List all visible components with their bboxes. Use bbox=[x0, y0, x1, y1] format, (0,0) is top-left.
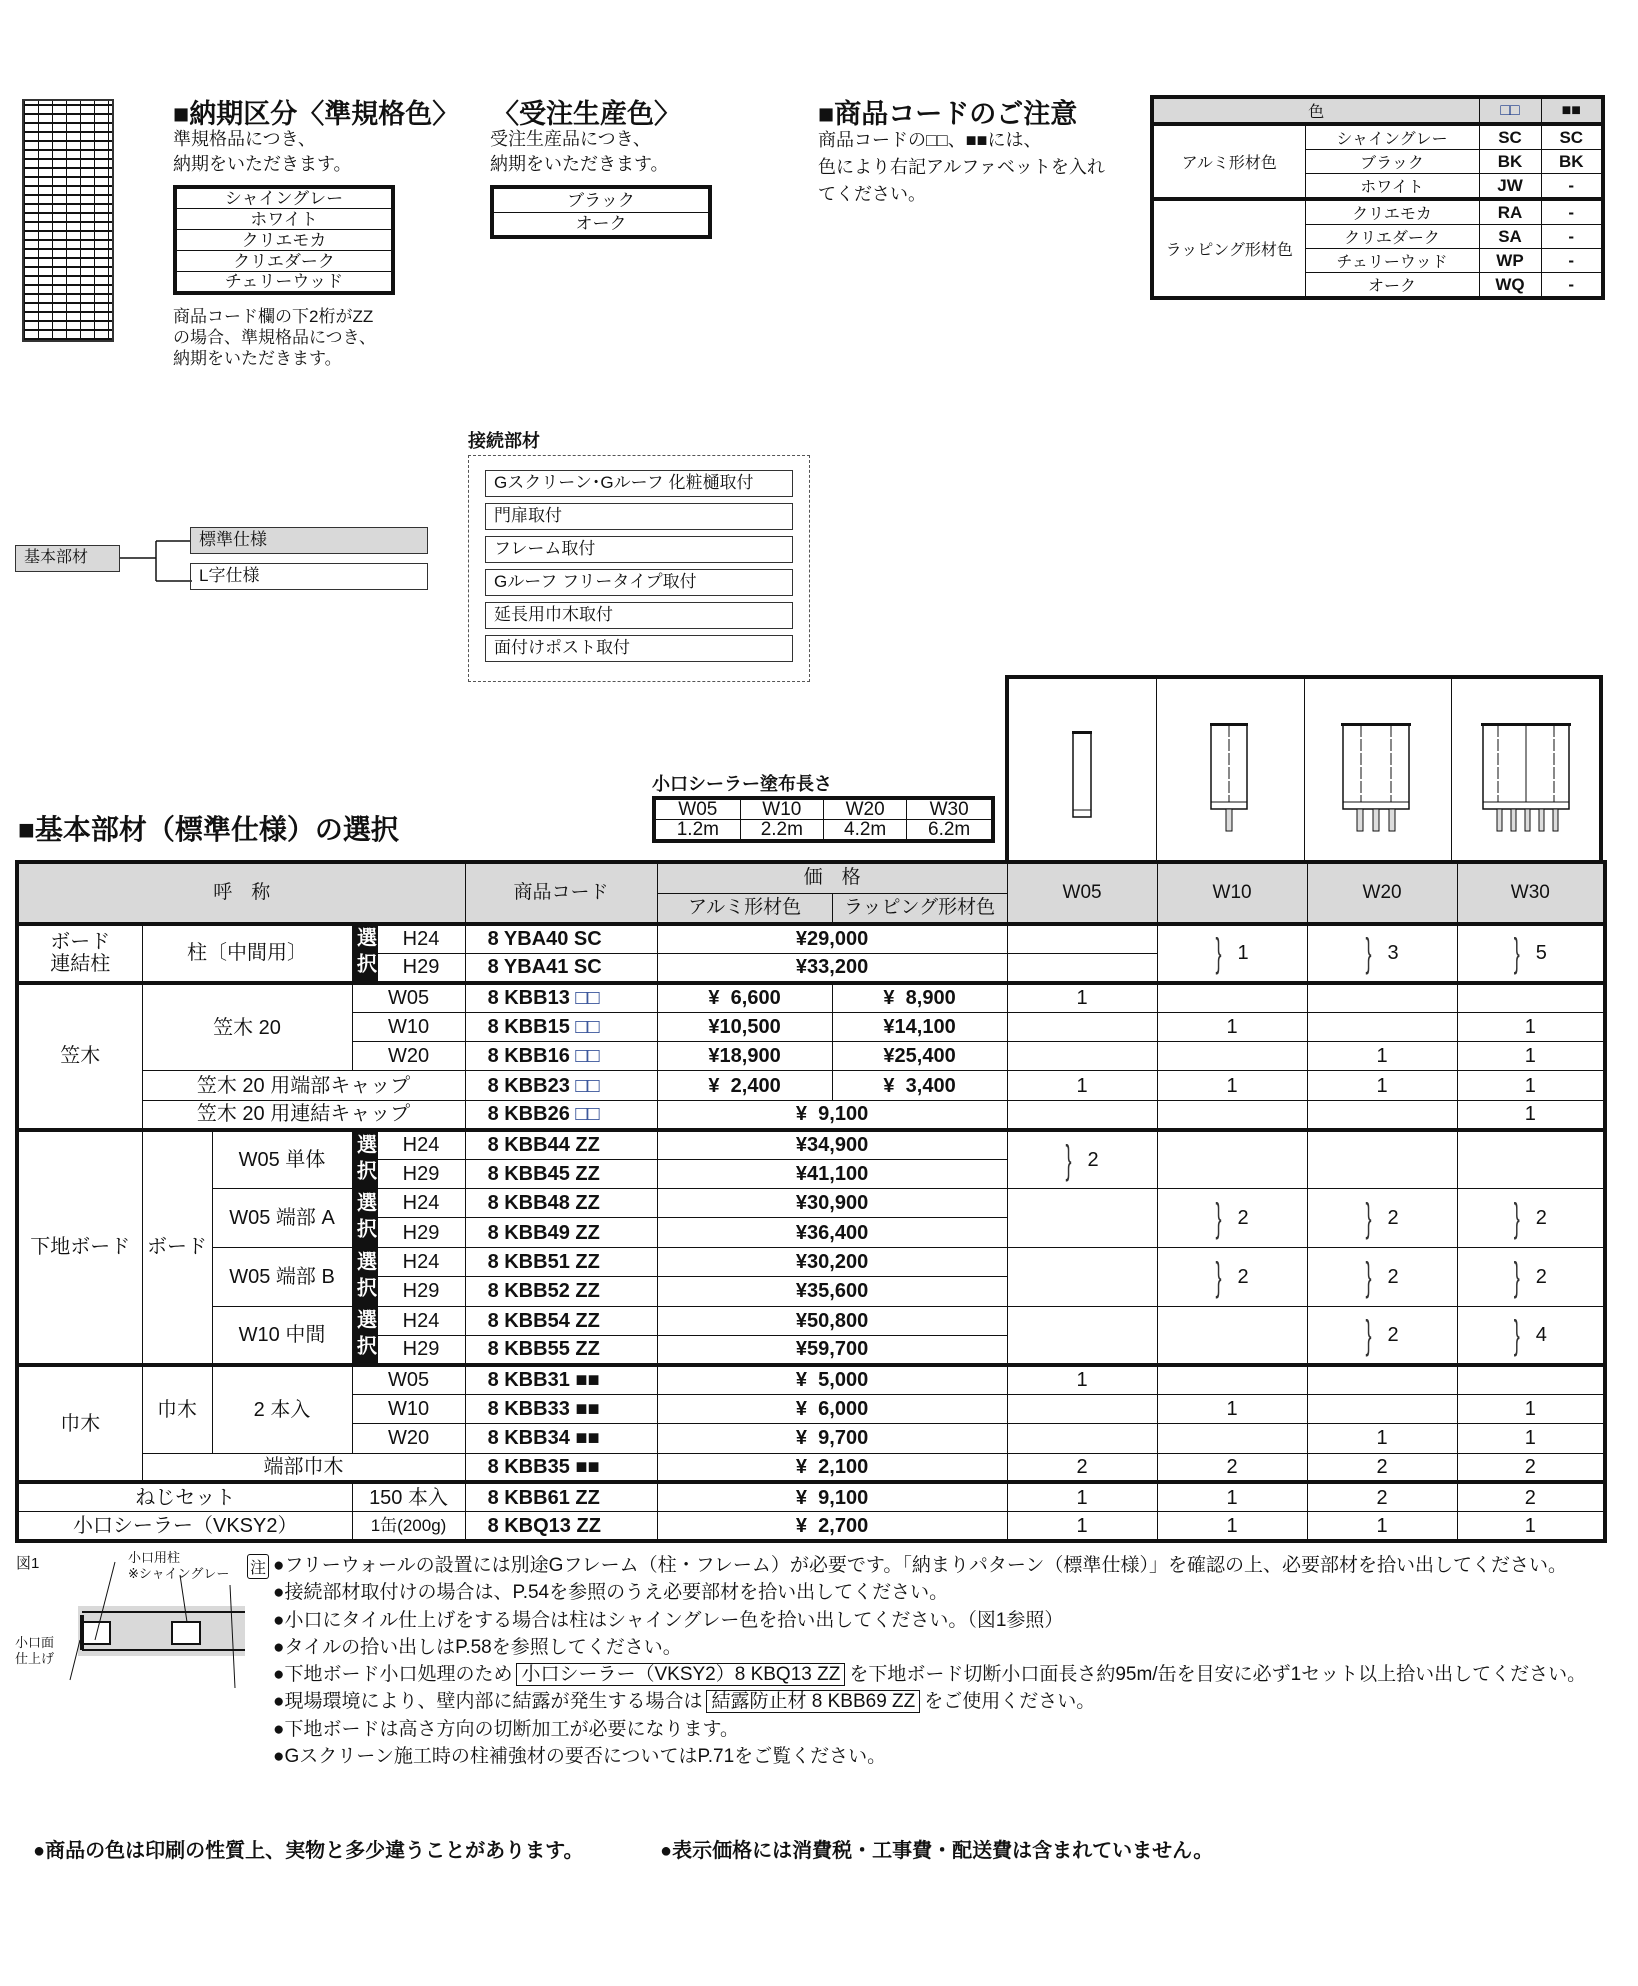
wall-w30-icon bbox=[1452, 679, 1599, 864]
count: } 2 bbox=[1307, 1306, 1457, 1365]
color-name: クリエモカ bbox=[1305, 199, 1479, 225]
count: } 4 bbox=[1457, 1306, 1605, 1365]
tree-connector-icon bbox=[120, 538, 192, 584]
sealer-label: 小口シーラー塗布長さ bbox=[652, 774, 832, 794]
table-row bbox=[17, 1365, 1605, 1394]
price: ¥29,000 bbox=[657, 924, 1007, 953]
product-code: 8 KBB34 ■■ bbox=[465, 1424, 657, 1453]
std-color-table bbox=[173, 185, 395, 295]
product-code: 8 KBB48 ZZ bbox=[465, 1189, 657, 1218]
color-code: JW bbox=[1479, 174, 1541, 200]
sealer-width: W20 bbox=[823, 798, 906, 820]
connection-item[interactable]: 延長用巾木取付 bbox=[485, 602, 793, 629]
code-note-text: 商品コードの□□、■■には、 色により右記アルファベットを入れ てください。 bbox=[818, 130, 1105, 204]
price: ¥ 9,100 bbox=[657, 1482, 1007, 1511]
width: W10 bbox=[352, 1012, 465, 1041]
height: H24 bbox=[377, 1247, 465, 1276]
quantity: 150 本入 bbox=[352, 1482, 465, 1511]
item-name: 笠木 20 bbox=[142, 983, 352, 1071]
count bbox=[1007, 953, 1157, 982]
order-color-table bbox=[490, 185, 712, 239]
count bbox=[1457, 1130, 1605, 1189]
brace-icon: } bbox=[1215, 1254, 1222, 1299]
count bbox=[1007, 924, 1157, 953]
connection-item[interactable]: Gスクリーン･Gルーフ 化粧樋取付 bbox=[485, 470, 793, 497]
tree-l-spec[interactable]: L字仕様 bbox=[190, 563, 428, 590]
count: 1 bbox=[1307, 1424, 1457, 1453]
table-row bbox=[17, 1071, 1605, 1100]
anti-condensation-code-box: 結露防止材 8 KBB69 ZZ bbox=[706, 1690, 920, 1713]
brick-wall-illustration bbox=[22, 99, 114, 342]
price-alu: ¥ 6,600 bbox=[657, 983, 832, 1012]
count: } 2 bbox=[1007, 1130, 1157, 1189]
count bbox=[1157, 1365, 1307, 1394]
count bbox=[1007, 1100, 1157, 1129]
count bbox=[1157, 1130, 1307, 1189]
height: H29 bbox=[377, 953, 465, 982]
count: 1 bbox=[1007, 983, 1157, 1012]
count: 1 bbox=[1007, 1071, 1157, 1100]
product-code: 8 YBA41 SC bbox=[465, 953, 657, 982]
width: W10 bbox=[352, 1394, 465, 1423]
sealer-width: W05 bbox=[654, 798, 740, 820]
color-code: WP bbox=[1479, 249, 1541, 273]
count bbox=[1307, 983, 1457, 1012]
std-text: 準規格品につき、 納期をいただきます。 bbox=[173, 129, 352, 174]
order-color: ブラック bbox=[492, 187, 710, 212]
item-name: W05 単体 bbox=[212, 1130, 352, 1189]
price: ¥30,900 bbox=[657, 1189, 1007, 1218]
count: 1 bbox=[1007, 1365, 1157, 1394]
product-code: 8 KBB45 ZZ bbox=[465, 1159, 657, 1188]
count bbox=[1307, 1100, 1457, 1129]
note: ●下地ボード小口処理のため 小口シーラー（VKSY2）8 KBQ13 ZZ を下地ボード切断小口面長さ約95m/缶を目安に必ず1セット以上拾い出してください。 bbox=[273, 1664, 1587, 1686]
item-name: 柱〔中間用〕 bbox=[142, 924, 352, 983]
brace-icon: } bbox=[1065, 1137, 1072, 1182]
tree-root-basic-parts: 基本部材 bbox=[15, 545, 120, 572]
count: 1 bbox=[1157, 1512, 1307, 1541]
color-name: オーク bbox=[1305, 273, 1479, 299]
color-code: SA bbox=[1479, 225, 1541, 249]
product-code: 8 KBB35 ■■ bbox=[465, 1453, 657, 1482]
order-text: 受注生産品につき、 納期をいただきます。 bbox=[490, 129, 669, 174]
order-color: オーク bbox=[492, 212, 710, 237]
sealer-code-box: 小口シーラー（VKSY2）8 KBQ13 ZZ bbox=[516, 1663, 845, 1686]
color-code: WQ bbox=[1479, 273, 1541, 299]
count: 1 bbox=[1457, 1100, 1605, 1129]
width: W20 bbox=[352, 1042, 465, 1071]
color-code: BK bbox=[1479, 150, 1541, 174]
width: W20 bbox=[352, 1424, 465, 1453]
item-name: 笠木 20 用連結キャップ bbox=[142, 1100, 465, 1129]
product-code: 8 KBB49 ZZ bbox=[465, 1218, 657, 1247]
item-name: W05 端部 B bbox=[212, 1247, 352, 1306]
code-note-title: ■商品コードのご注意 bbox=[818, 99, 1078, 129]
header-w30: W30 bbox=[1457, 862, 1605, 924]
select-badge: 選択 bbox=[352, 1130, 377, 1189]
brace-icon: } bbox=[1215, 1195, 1222, 1240]
count bbox=[1457, 983, 1605, 1012]
count bbox=[1007, 1424, 1157, 1453]
brace-icon: } bbox=[1365, 931, 1372, 976]
count bbox=[1157, 983, 1307, 1012]
group-habaki: 巾木 bbox=[17, 1365, 142, 1483]
count bbox=[1307, 1012, 1457, 1041]
count: 1 bbox=[1457, 1071, 1605, 1100]
table-row bbox=[17, 1189, 1605, 1218]
order-title: 〈受注生産色〉 bbox=[492, 99, 681, 129]
count: 2 bbox=[1307, 1482, 1457, 1511]
header-w20: W20 bbox=[1307, 862, 1457, 924]
product-code: 8 KBB55 ZZ bbox=[465, 1335, 657, 1364]
product-code: 8 KBB51 ZZ bbox=[465, 1247, 657, 1276]
table-row bbox=[17, 924, 1605, 953]
table-row bbox=[17, 1453, 1605, 1482]
height: H29 bbox=[377, 1159, 465, 1188]
select-badge: 選択 bbox=[352, 1189, 377, 1248]
wall-w05-icon bbox=[1009, 679, 1157, 864]
sealer-width: W10 bbox=[740, 798, 823, 820]
connection-box bbox=[468, 455, 810, 682]
product-code: 8 KBB52 ZZ bbox=[465, 1277, 657, 1306]
product-code: 8 KBQ13 ZZ bbox=[465, 1512, 657, 1541]
count bbox=[1007, 1394, 1157, 1423]
item-name: 小口シーラー（VKSY2） bbox=[17, 1512, 352, 1541]
sealer-length: 1.2m bbox=[654, 820, 740, 842]
connection-label: 接続部材 bbox=[468, 431, 540, 451]
brace-icon: } bbox=[1365, 1254, 1372, 1299]
price: ¥ 9,700 bbox=[657, 1424, 1007, 1453]
count: 1 bbox=[1457, 1012, 1605, 1041]
count: } 2 bbox=[1307, 1189, 1457, 1248]
price: ¥ 5,000 bbox=[657, 1365, 1007, 1394]
header-wrap: ラッピング形材色 bbox=[832, 893, 1007, 924]
count bbox=[1157, 1042, 1307, 1071]
width: W05 bbox=[352, 1365, 465, 1394]
header-w05: W05 bbox=[1007, 862, 1157, 924]
count: 1 bbox=[1007, 1512, 1157, 1541]
product-code: 8 YBA40 SC bbox=[465, 924, 657, 953]
color-name: チェリーウッド bbox=[1305, 249, 1479, 273]
note: ●フリーウォールの設置には別途Gフレーム（柱・フレーム）が必要です。「納まりパターン（標準仕様）」を確認の上、必要部材を拾い出してください。 bbox=[273, 1555, 1567, 1576]
subgroup-habaki: 巾木 bbox=[142, 1365, 212, 1453]
note: ●下地ボードは高さ方向の切断加工が必要になります。 bbox=[273, 1718, 739, 1740]
count: 2 bbox=[1307, 1453, 1457, 1482]
table-row bbox=[17, 1100, 1605, 1129]
height: H24 bbox=[377, 1189, 465, 1218]
sealer-width: W30 bbox=[907, 798, 993, 820]
color-code: - bbox=[1541, 199, 1603, 225]
color-code: RA bbox=[1479, 199, 1541, 225]
quantity: 1缶(200g) bbox=[352, 1512, 465, 1541]
count: 1 bbox=[1157, 1071, 1307, 1100]
count: 1 bbox=[1157, 1012, 1307, 1041]
height: H29 bbox=[377, 1335, 465, 1364]
connection-item[interactable]: 門扉取付 bbox=[485, 503, 793, 530]
count: 1 bbox=[1457, 1394, 1605, 1423]
group-kasagi: 笠木 bbox=[17, 983, 142, 1130]
color-code: - bbox=[1541, 273, 1603, 299]
delivery-title: ■納期区分〈準規格色〉 bbox=[173, 99, 460, 129]
count: } 5 bbox=[1457, 924, 1605, 983]
price: ¥35,600 bbox=[657, 1277, 1007, 1306]
product-code: 8 KBB23 □□ bbox=[465, 1071, 657, 1100]
std-color: シャイングレー bbox=[175, 187, 393, 209]
color-code: BK bbox=[1541, 150, 1603, 174]
color-header: 色 bbox=[1152, 97, 1479, 124]
header-alu: アルミ形材色 bbox=[657, 893, 832, 924]
product-code: 8 KBB54 ZZ bbox=[465, 1306, 657, 1335]
product-code: 8 KBB13 □□ bbox=[465, 983, 657, 1012]
color-name: シャイングレー bbox=[1305, 124, 1479, 150]
item-name: W05 端部 A bbox=[212, 1189, 352, 1248]
count: 2 bbox=[1457, 1453, 1605, 1482]
wall-width-illustrations bbox=[1005, 675, 1603, 864]
price: ¥30,200 bbox=[657, 1247, 1007, 1276]
tree-standard-spec[interactable]: 標準仕様 bbox=[190, 527, 428, 554]
product-code: 8 KBB44 ZZ bbox=[465, 1130, 657, 1159]
item-name: 笠木 20 用端部キャップ bbox=[142, 1071, 465, 1100]
count: 1 bbox=[1457, 1042, 1605, 1071]
price-wrap: ¥ 8,900 bbox=[832, 983, 1007, 1012]
count bbox=[1307, 1130, 1457, 1189]
product-code: 8 KBB26 □□ bbox=[465, 1100, 657, 1129]
count: 2 bbox=[1157, 1453, 1307, 1482]
brace-icon: } bbox=[1513, 1254, 1520, 1299]
footer-color-note: ●商品の色は印刷の性質上、実物と多少違うことがあります。 bbox=[33, 1840, 584, 1862]
select-badge: 選択 bbox=[352, 1247, 377, 1306]
basic-parts-table bbox=[15, 860, 1607, 1543]
color-name: クリエダーク bbox=[1305, 225, 1479, 249]
table-row bbox=[17, 1512, 1605, 1541]
count bbox=[1007, 1042, 1157, 1071]
header-code: 商品コード bbox=[465, 862, 657, 924]
count bbox=[1007, 1247, 1157, 1306]
price: ¥59,700 bbox=[657, 1335, 1007, 1364]
note-mark-icon: 注 bbox=[247, 1554, 269, 1579]
item-name: W10 中間 bbox=[212, 1306, 352, 1365]
note: ●現場環境により、壁内部に結露が発生する場合は 結露防止材 8 KBB69 ZZ をご使用ください。 bbox=[273, 1691, 1096, 1713]
price-alu: ¥ 2,400 bbox=[657, 1071, 832, 1100]
price: ¥ 2,700 bbox=[657, 1512, 1007, 1541]
height: H24 bbox=[377, 1130, 465, 1159]
count: 1 bbox=[1157, 1394, 1307, 1423]
item-name: ねじセット bbox=[17, 1482, 352, 1511]
brace-icon: } bbox=[1513, 1312, 1520, 1357]
subgroup-board: ボード bbox=[142, 1130, 212, 1365]
std-color: チェリーウッド bbox=[175, 272, 393, 294]
group-alu: アルミ形材色 bbox=[1152, 124, 1305, 199]
color-code: - bbox=[1541, 249, 1603, 273]
count: 1 bbox=[1307, 1512, 1457, 1541]
count bbox=[1007, 1012, 1157, 1041]
wall-w20-icon bbox=[1305, 679, 1453, 864]
header-name: 呼 称 bbox=[17, 862, 465, 924]
white-square-header: □□ bbox=[1479, 97, 1541, 124]
count bbox=[1157, 1100, 1307, 1129]
figure-post-diagram bbox=[60, 1560, 245, 1690]
count bbox=[1307, 1365, 1457, 1394]
wall-w10-icon bbox=[1157, 679, 1305, 864]
sealer-length: 2.2m bbox=[740, 820, 823, 842]
count: 1 bbox=[1457, 1424, 1605, 1453]
price: ¥ 2,100 bbox=[657, 1453, 1007, 1482]
black-square-header: ■■ bbox=[1541, 97, 1603, 124]
sealer-table bbox=[652, 796, 995, 843]
count: } 1 bbox=[1157, 924, 1307, 983]
product-code: 8 KBB15 □□ bbox=[465, 1012, 657, 1041]
figure-label: 図1 bbox=[16, 1555, 40, 1572]
brace-icon: } bbox=[1513, 1195, 1520, 1240]
table-row bbox=[17, 1482, 1605, 1511]
group-base-board: 下地ボード bbox=[17, 1130, 142, 1365]
height: H29 bbox=[377, 1277, 465, 1306]
note: ●タイルの拾い出しはP.58を参照してください。 bbox=[273, 1636, 682, 1658]
height: H24 bbox=[377, 924, 465, 953]
table-row bbox=[17, 1306, 1605, 1335]
height: H29 bbox=[377, 1218, 465, 1247]
brace-icon: } bbox=[1215, 931, 1222, 976]
connection-item[interactable]: フレーム取付 bbox=[485, 536, 793, 563]
select-badge: 選択 bbox=[352, 1306, 377, 1365]
select-badge: 選択 bbox=[352, 924, 377, 983]
count: 1 bbox=[1007, 1482, 1157, 1511]
color-code-table bbox=[1150, 95, 1605, 300]
height: H24 bbox=[377, 1306, 465, 1335]
std-color: クリエダーク bbox=[175, 251, 393, 272]
section-title: ■基本部材（標準仕様）の選択 bbox=[18, 814, 399, 845]
color-name: ホワイト bbox=[1305, 174, 1479, 200]
group-board-post: ボード 連結柱 bbox=[17, 924, 142, 983]
price-wrap: ¥25,400 bbox=[832, 1042, 1007, 1071]
count: } 2 bbox=[1457, 1247, 1605, 1306]
sealer-length: 6.2m bbox=[907, 820, 993, 842]
count: 2 bbox=[1457, 1482, 1605, 1511]
count: } 2 bbox=[1457, 1189, 1605, 1248]
price-wrap: ¥ 3,400 bbox=[832, 1071, 1007, 1100]
count: 1 bbox=[1457, 1512, 1605, 1541]
price: ¥ 6,000 bbox=[657, 1394, 1007, 1423]
color-name: ブラック bbox=[1305, 150, 1479, 174]
header-price: 価 格 bbox=[657, 862, 1007, 893]
figure-post-label: 小口用柱 ※シャイングレー bbox=[128, 1550, 230, 1581]
product-code: 8 KBB16 □□ bbox=[465, 1042, 657, 1071]
price-wrap: ¥14,100 bbox=[832, 1012, 1007, 1041]
product-code: 8 KBB33 ■■ bbox=[465, 1394, 657, 1423]
price: ¥36,400 bbox=[657, 1218, 1007, 1247]
note: ●Gスクリーン施工時の柱補強材の要否についてはP.71をご覧ください。 bbox=[273, 1746, 887, 1768]
connection-item[interactable]: 面付けポスト取付 bbox=[485, 635, 793, 662]
product-code: 8 KBB31 ■■ bbox=[465, 1365, 657, 1394]
notes bbox=[273, 1552, 1586, 1770]
count: } 2 bbox=[1307, 1247, 1457, 1306]
count: } 2 bbox=[1157, 1247, 1307, 1306]
header-w10: W10 bbox=[1157, 862, 1307, 924]
note: ●小口にタイル仕上げをする場合は柱はシャイングレー色を拾い出してください。（図1参照） bbox=[273, 1609, 1064, 1631]
price: ¥50,800 bbox=[657, 1306, 1007, 1335]
price-alu: ¥10,500 bbox=[657, 1012, 832, 1041]
item-name: 2 本入 bbox=[212, 1365, 352, 1453]
std-color: ホワイト bbox=[175, 209, 393, 230]
count bbox=[1157, 1306, 1307, 1365]
count bbox=[1307, 1394, 1457, 1423]
color-code: SC bbox=[1479, 124, 1541, 150]
price: ¥ 9,100 bbox=[657, 1100, 1007, 1129]
table-row bbox=[17, 1247, 1605, 1276]
count: 1 bbox=[1307, 1071, 1457, 1100]
group-wrap: ラッピング形材色 bbox=[1152, 199, 1305, 298]
price-alu: ¥18,900 bbox=[657, 1042, 832, 1071]
count: } 3 bbox=[1307, 924, 1457, 983]
product-code: 8 KBB61 ZZ bbox=[465, 1482, 657, 1511]
figure-face-label: 小口面 仕上げ bbox=[15, 1635, 55, 1666]
note: ●接続部材取付けの場合は、P.54を参照のうえ必要部材を拾い出してください。 bbox=[273, 1582, 949, 1604]
count: } 2 bbox=[1157, 1189, 1307, 1248]
color-code: - bbox=[1541, 225, 1603, 249]
color-code: SC bbox=[1541, 124, 1603, 150]
count: 2 bbox=[1007, 1453, 1157, 1482]
price: ¥41,100 bbox=[657, 1159, 1007, 1188]
zz-note: 商品コード欄の下2桁がZZ の場合、準規格品につき、 納期をいただきます。 bbox=[173, 307, 376, 368]
brace-icon: } bbox=[1365, 1195, 1372, 1240]
count: 1 bbox=[1157, 1482, 1307, 1511]
table-row bbox=[17, 1130, 1605, 1159]
table-row bbox=[17, 983, 1605, 1012]
sealer-length: 4.2m bbox=[823, 820, 906, 842]
price: ¥33,200 bbox=[657, 953, 1007, 982]
width: W05 bbox=[352, 983, 465, 1012]
count bbox=[1007, 1189, 1157, 1248]
count bbox=[1157, 1424, 1307, 1453]
price: ¥34,900 bbox=[657, 1130, 1007, 1159]
footer-price-note: ●表示価格には消費税・工事費・配送費は含まれていません。 bbox=[660, 1840, 1214, 1862]
brace-icon: } bbox=[1513, 931, 1520, 976]
brace-icon: } bbox=[1365, 1312, 1372, 1357]
item-name: 端部巾木 bbox=[142, 1453, 465, 1482]
color-code: - bbox=[1541, 174, 1603, 200]
connection-item[interactable]: Gルーフ フリータイプ取付 bbox=[485, 569, 793, 596]
count: 1 bbox=[1307, 1042, 1457, 1071]
count bbox=[1457, 1365, 1605, 1394]
std-color: クリエモカ bbox=[175, 230, 393, 251]
count bbox=[1007, 1306, 1157, 1365]
